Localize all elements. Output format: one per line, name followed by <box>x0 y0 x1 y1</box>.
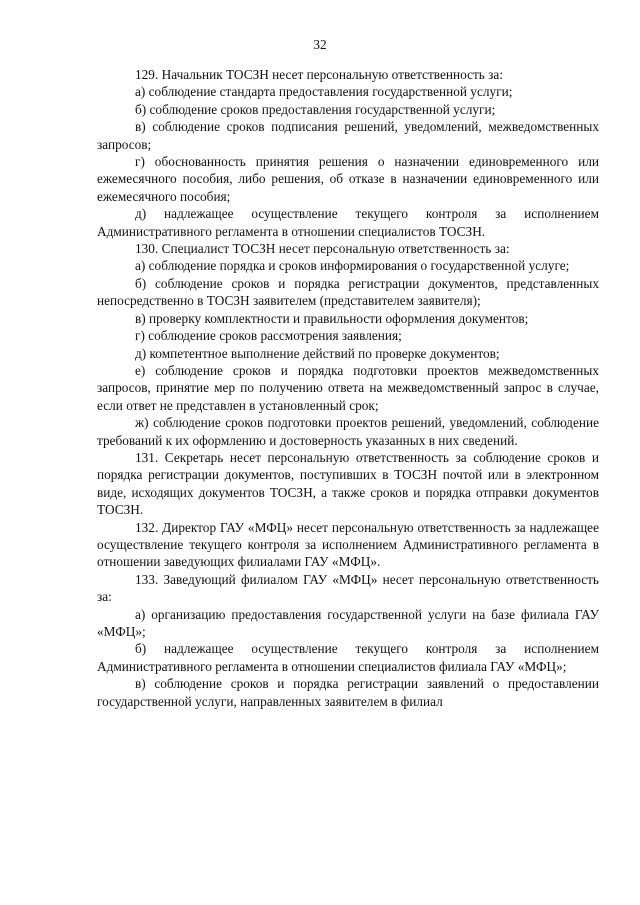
paragraph-130-zh: ж) соблюдение сроков подготовки проектов решений, уведомлений, соблюдение требований к их оформлению и достоверность указанных в них сведений. <box>97 415 599 448</box>
paragraph-130: 130. Специалист ТОСЗН несет персональную ответственность за: <box>135 241 510 257</box>
paragraph-132: 132. Директор ГАУ «МФЦ» несет персональную ответственность за надлежащее осуществление текущего контроля за исполнением Административного регламента в отношении заведующих филиалами ГАУ «МФЦ». <box>97 519 599 570</box>
page-number: 32 <box>313 37 327 52</box>
paragraph-131: 131. Секретарь несет персональную ответственность за соблюдение сроков и порядка регистрации документов, поступивших в ТОСЗН почтой или в электронном виде, исходящих документов ТОСЗН, а также сроков и порядка отправки документов ТОСЗН. <box>97 449 599 518</box>
paragraph-133-v: в) соблюдение сроков и порядка регистрации заявлений о предоставлении государственной услуги, направленных заявителем в филиал <box>97 676 599 709</box>
paragraph-129-d: д) надлежащее осуществление текущего контроля за исполнением Административного регламента в отношении специалистов ТОСЗН. <box>97 206 599 239</box>
paragraph-130-d: д) компетентное выполнение действий по проверке документов; <box>135 345 500 361</box>
paragraph-129-a: а) соблюдение стандарта предоставления государственной услуги; <box>135 84 513 100</box>
paragraph-130-v: в) проверку комплектности и правильности оформления документов; <box>135 310 529 326</box>
paragraph-133: 133. Заведующий филиалом ГАУ «МФЦ» несет персональную ответственность за: <box>97 571 599 605</box>
paragraph-129-g: г) обоснованность принятия решения о назначении единовременного или ежемесячного пособия, либо решения, об отказе в назначении единовременного или ежемесячного пособия; <box>97 154 599 204</box>
document-body <box>97 66 599 710</box>
paragraph-129-b: б) соблюдение сроков предоставления государственной услуги; <box>135 101 496 117</box>
paragraph-129-v: в) соблюдение сроков подписания решений, уведомлений, межведомственных запросов; <box>97 119 599 152</box>
paragraph-133-a: а) организацию предоставления государственной услуги на базе филиала ГАУ «МФЦ»; <box>97 606 599 639</box>
paragraph-130-b: б) соблюдение сроков и порядка регистрации документов, представленных непосредственно в ТОСЗН заявителем (представителем заявителя); <box>97 275 599 309</box>
paragraph-129: 129. Начальник ТОСЗН несет персональную ответственность за: <box>135 67 504 82</box>
paragraph-133-b: б) надлежащее осуществление текущего контроля за исполнением Административного регламента в отношении специалистов филиала ГАУ «МФЦ»; <box>97 641 599 674</box>
paragraph-130-g: г) соблюдение сроков рассмотрения заявления; <box>135 328 402 344</box>
paragraph-130-a: а) соблюдение порядка и сроков информирования о государственной услуге; <box>135 258 570 274</box>
paragraph-130-e: е) соблюдение сроков и порядка подготовки проектов межведомственных запросов, принятие мер по получению ответа на межведомственный запрос в случае, если ответ не представлен в установленный срок; <box>97 362 599 413</box>
